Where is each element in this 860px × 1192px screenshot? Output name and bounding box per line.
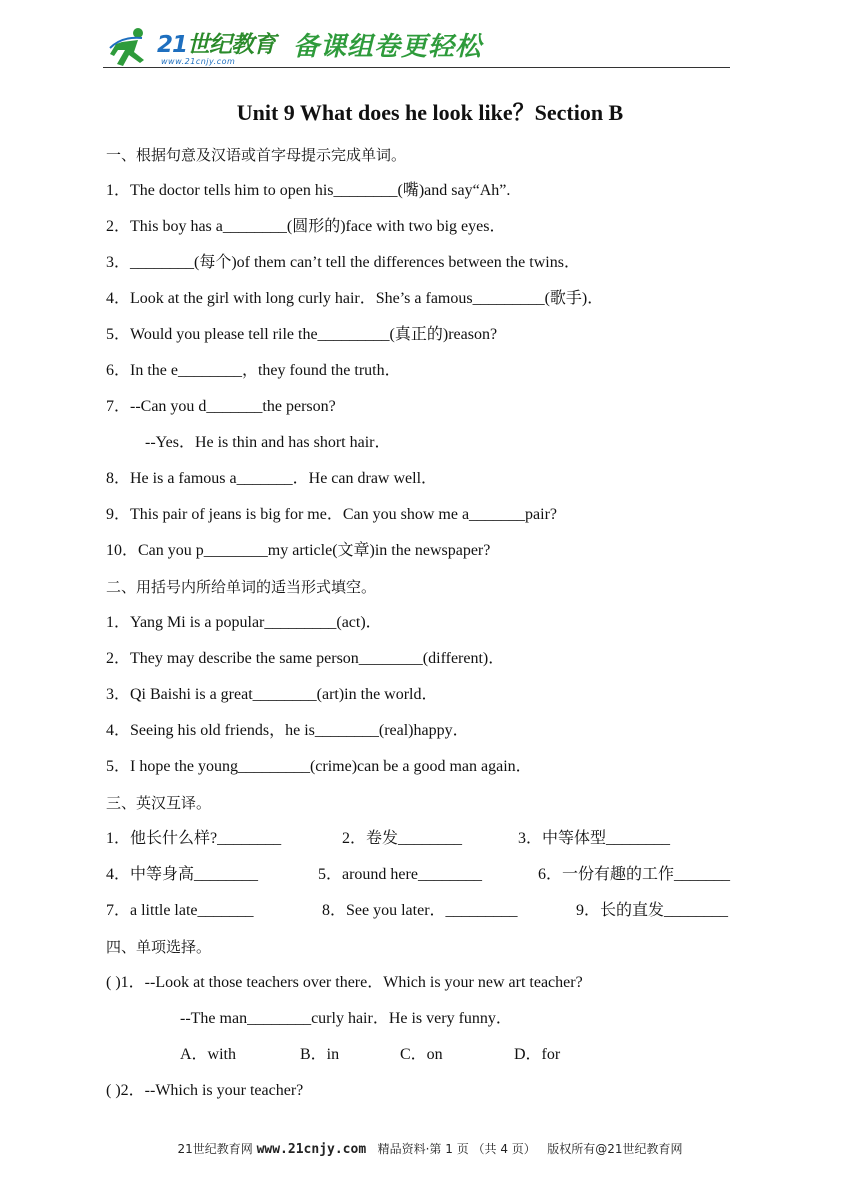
translation-row-3 [106,901,728,921]
mc-question-2-stem: ( )2．--Which is your teacher? [106,1082,304,1099]
option-d: D．for [514,1046,561,1063]
translation-4: 4．中等身高________ [106,866,259,883]
translation-9: 9．长的直发________ [576,902,729,919]
translation-8: 8．See you later．_________ [322,902,518,919]
section-heading-1: 一、根据句意及汉语或首字母提示完成单词。 [106,146,407,164]
mc-question-1-stem: ( )1．--Look at those teachers over there．Which is your new art teacher? [106,974,583,991]
page-footer [0,1140,860,1157]
question-1-8: 8．He is a famous a_______．He can draw well． [106,470,438,487]
footer-site-link[interactable]: www.21cnjy.com [256,1142,367,1157]
page-title: Unit 9 What does he look like？Section B [236,100,624,125]
section-heading-3: 三、英汉互译。 [106,794,212,812]
question-1-1: 1．The doctor tells him to open his________(嘴)and say“Ah”. [106,182,511,199]
translation-1: 1．他长什么样?________ [106,830,282,847]
question-1-10: 10．Can you p________my article(文章)in the newspaper? [106,542,491,559]
section-heading-2: 二、用括号内所给单词的适当形式填空。 [106,578,377,596]
question-1-7-reply: --Yes．He is thin and has short hair． [145,434,391,451]
page-header [103,22,730,72]
footer-page-info: 精品资料·第 1 页 （共 4 页） [377,1142,536,1156]
question-2-5: 5．I hope the young_________(crime)can be a good man again． [106,758,532,775]
option-c: C．on [400,1046,443,1063]
question-2-2: 2．They may describe the same person________(different)． [106,650,505,667]
logo-url: www.21cnjy.com [161,57,236,66]
translation-row-1 [106,829,670,849]
translation-2: 2．卷发________ [342,830,463,847]
translation-7: 7．a little late_______ [106,902,254,919]
runner-logo-icon [108,26,152,68]
translation-row-2 [106,865,730,885]
question-1-7: 7．--Can you d_______the person? [106,398,336,415]
section-heading-4: 四、单项选择。 [106,938,212,956]
question-2-1: 1．Yang Mi is a popular_________(act)． [106,614,382,631]
question-2-4: 4．Seeing his old friends，he is________(real)happy． [106,722,469,739]
logo-number: 21 [157,32,188,58]
question-1-4: 4．Look at the girl with long curly hair．She’s a famous_________(歌手)． [106,290,604,307]
question-1-2: 2．This boy has a________(圆形的)face with two big eyes． [106,218,506,235]
footer-copyright: 版权所有@21世纪教育网 [547,1142,683,1156]
footer-left: 21世纪教育网 [177,1142,253,1156]
logo-wordmark [157,26,275,59]
option-a: A．with [180,1046,237,1063]
translation-5: 5．around here________ [318,866,482,883]
mc-question-1-options [180,1045,560,1065]
mc-question-1-line2: --The man________curly hair．He is very funny． [180,1010,512,1027]
question-1-5: 5．Would you please tell rile the_________(真正的)reason? [106,326,498,343]
option-b: B．in [300,1046,340,1063]
question-1-9: 9．This pair of jeans is big for me．Can you show me a_______pair? [106,506,558,523]
translation-6: 6．一份有趣的工作_______ [538,866,731,883]
question-1-3: 3．________(每个)of them can’t tell the differences between the twins． [106,254,580,271]
translation-3: 3．中等体型________ [518,830,671,847]
header-slogan: 备课组卷更轻松 [293,32,483,62]
logo-name: 世纪教育 [187,32,276,58]
header-rule [103,67,730,68]
question-2-3: 3．Qi Baishi is a great________(art)in the world． [106,686,438,703]
question-1-6: 6．In the e________，they found the truth． [106,362,401,379]
